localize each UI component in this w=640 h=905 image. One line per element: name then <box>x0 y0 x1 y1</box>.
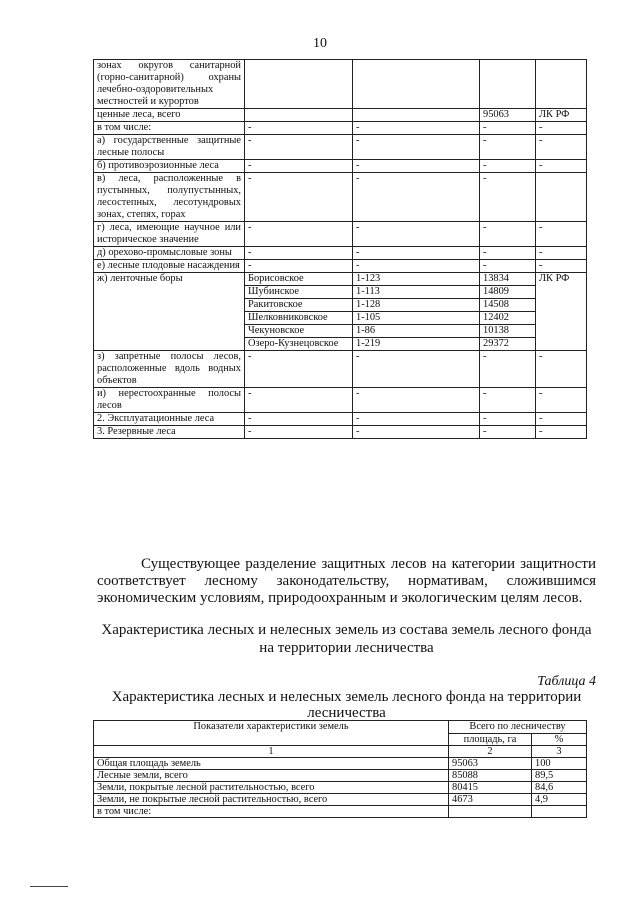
header-total: Всего по лесничеству <box>449 721 587 734</box>
basis-cell: - <box>536 122 587 135</box>
table-row <box>94 782 587 794</box>
area-cell: - <box>480 426 536 439</box>
forestry-cell: - <box>245 247 353 260</box>
quarters-cell <box>353 60 480 109</box>
forestry-name-cell: Шелковниковское <box>245 312 353 325</box>
area-cell: 10138 <box>480 325 536 338</box>
forestry-name-cell: Шубинское <box>245 286 353 299</box>
forestry-cell: - <box>245 160 353 173</box>
basis-cell: - <box>536 222 587 247</box>
percent-cell: 84,6 <box>532 782 587 794</box>
area-cell: 29372 <box>480 338 536 351</box>
header-indicator: Показатели характеристики земель <box>94 721 449 746</box>
forestry-name-cell: Борисовское <box>245 273 353 286</box>
area-cell: - <box>480 388 536 413</box>
table-row <box>94 426 587 439</box>
table-row <box>94 135 587 160</box>
basis-cell: - <box>536 247 587 260</box>
basis-cell: - <box>536 260 587 273</box>
forestry-cell: - <box>245 426 353 439</box>
percent-cell: 89,5 <box>532 770 587 782</box>
table-row <box>94 758 587 770</box>
forestry-name-cell: Чекуновское <box>245 325 353 338</box>
quarters-cell: - <box>353 222 480 247</box>
indicator-cell: Земли, не покрытые лесной растительностью, всего <box>94 794 449 806</box>
area-cell: - <box>480 160 536 173</box>
quarters-cell: - <box>353 351 480 388</box>
forestry-cell: - <box>245 222 353 247</box>
area-cell: - <box>480 247 536 260</box>
category-cell: в том числе: <box>94 122 245 135</box>
table-row <box>94 770 587 782</box>
indicator-cell: Лесные земли, всего <box>94 770 449 782</box>
forestry-cell: - <box>245 173 353 222</box>
table-row <box>94 806 587 818</box>
table-row <box>94 260 587 273</box>
table-row <box>94 794 587 806</box>
forestry-cell: - <box>245 351 353 388</box>
forestry-cell: - <box>245 413 353 426</box>
area-cell <box>449 806 532 818</box>
area-cell: - <box>480 260 536 273</box>
category-cell: 3. Резервные леса <box>94 426 245 439</box>
table-row <box>94 122 587 135</box>
paragraph: Существующее разделение защитных лесов на категории защитности соответствует лесному законодательству, нормативам, сложившимся экономическим условиям, природоохранным и экологическим целям лесов. <box>97 556 596 606</box>
area-cell: - <box>480 135 536 160</box>
basis-cell: - <box>536 135 587 160</box>
table-row <box>94 413 587 426</box>
forestry-cell: - <box>245 122 353 135</box>
basis-cell: - <box>536 388 587 413</box>
basis-cell: - <box>536 426 587 439</box>
forestry-cell: - <box>245 260 353 273</box>
basis-cell: - <box>536 160 587 173</box>
percent-cell <box>532 806 587 818</box>
area-cell: 14508 <box>480 299 536 312</box>
quarters-cell: - <box>353 135 480 160</box>
basis-cell: ЛК РФ <box>536 273 587 351</box>
table-row <box>94 222 587 247</box>
quarters-cell <box>353 109 480 122</box>
quarters-cell: 1-128 <box>353 299 480 312</box>
table-title: Характеристика лесных и нелесных земель лесного фонда на территории лесничества <box>111 689 582 721</box>
indicator-cell: в том числе: <box>94 806 449 818</box>
table-row <box>94 273 587 286</box>
area-cell: - <box>480 222 536 247</box>
category-cell: г) леса, имеющие научное или историческое значение <box>94 222 245 247</box>
ribbon-forests-label: ж) ленточные боры <box>94 273 245 351</box>
area-cell: - <box>480 173 536 222</box>
col-number-2: 2 <box>449 746 532 758</box>
table-row <box>94 109 587 122</box>
table-row <box>94 60 587 109</box>
basis-cell <box>536 60 587 109</box>
area-cell: 95063 <box>449 758 532 770</box>
quarters-cell: 1-123 <box>353 273 480 286</box>
area-cell: - <box>480 351 536 388</box>
forestry-cell <box>245 60 353 109</box>
area-cell <box>480 60 536 109</box>
indicator-cell: Общая площадь земель <box>94 758 449 770</box>
area-cell: 80415 <box>449 782 532 794</box>
area-cell: 85088 <box>449 770 532 782</box>
page-number: 10 <box>313 36 327 51</box>
forestry-cell: - <box>245 135 353 160</box>
table-row <box>94 351 587 388</box>
section-heading: Характеристика лесных и нелесных земель из состава земель лесного фонда на территории лесничества <box>101 622 592 656</box>
quarters-cell: 1-105 <box>353 312 480 325</box>
forestry-name-cell: Ракитовское <box>245 299 353 312</box>
header-area: площадь, га <box>449 734 532 746</box>
protective-forests-table <box>93 59 587 439</box>
quarters-cell: - <box>353 388 480 413</box>
percent-cell: 100 <box>532 758 587 770</box>
quarters-cell: 1-219 <box>353 338 480 351</box>
quarters-cell: 1-113 <box>353 286 480 299</box>
basis-cell: ЛК РФ <box>536 109 587 122</box>
category-cell: в) леса, расположенные в пустынных, полупустынных, лесостепных, лесотундровых зонах, степях, горах <box>94 173 245 222</box>
area-cell: 4673 <box>449 794 532 806</box>
footnote-rule <box>30 886 68 887</box>
table-row <box>94 160 587 173</box>
area-cell: 13834 <box>480 273 536 286</box>
category-cell: б) противоэрозионные леса <box>94 160 245 173</box>
category-cell: е) лесные плодовые насаждения <box>94 260 245 273</box>
table-row <box>94 388 587 413</box>
quarters-cell: - <box>353 260 480 273</box>
quarters-cell: 1-86 <box>353 325 480 338</box>
category-cell: д) орехово-промысловые зоны <box>94 247 245 260</box>
forestry-cell <box>245 109 353 122</box>
header-pct: % <box>532 734 587 746</box>
area-cell: - <box>480 413 536 426</box>
basis-cell <box>536 173 587 222</box>
category-cell: и) нерестоохранные полосы лесов <box>94 388 245 413</box>
quarters-cell: - <box>353 426 480 439</box>
table-row <box>94 173 587 222</box>
category-cell: зонах округов санитарной (горно-санитарной) охраны лечебно-оздоровительных местностей и курортов <box>94 60 245 109</box>
basis-cell: - <box>536 351 587 388</box>
area-cell: 12402 <box>480 312 536 325</box>
category-cell: ценные леса, всего <box>94 109 245 122</box>
table-row <box>94 247 587 260</box>
category-cell: з) запретные полосы лесов, расположенные вдоль водных объектов <box>94 351 245 388</box>
area-cell: - <box>480 122 536 135</box>
indicator-cell: Земли, покрытые лесной растительностью, всего <box>94 782 449 794</box>
table-label: Таблица 4 <box>537 674 596 689</box>
forestry-name-cell: Озеро-Кузнецовское <box>245 338 353 351</box>
land-characteristics-table <box>93 720 587 818</box>
col-number-1: 1 <box>94 746 449 758</box>
percent-cell: 4,9 <box>532 794 587 806</box>
category-cell: а) государственные защитные лесные полосы <box>94 135 245 160</box>
category-cell: 2. Эксплуатационные леса <box>94 413 245 426</box>
quarters-cell: - <box>353 413 480 426</box>
paragraph-text <box>97 556 596 607</box>
area-cell: 14809 <box>480 286 536 299</box>
basis-cell: - <box>536 413 587 426</box>
quarters-cell: - <box>353 247 480 260</box>
col-number-3: 3 <box>532 746 587 758</box>
quarters-cell: - <box>353 122 480 135</box>
quarters-cell: - <box>353 160 480 173</box>
quarters-cell: - <box>353 173 480 222</box>
forestry-cell: - <box>245 388 353 413</box>
area-cell: 95063 <box>480 109 536 122</box>
